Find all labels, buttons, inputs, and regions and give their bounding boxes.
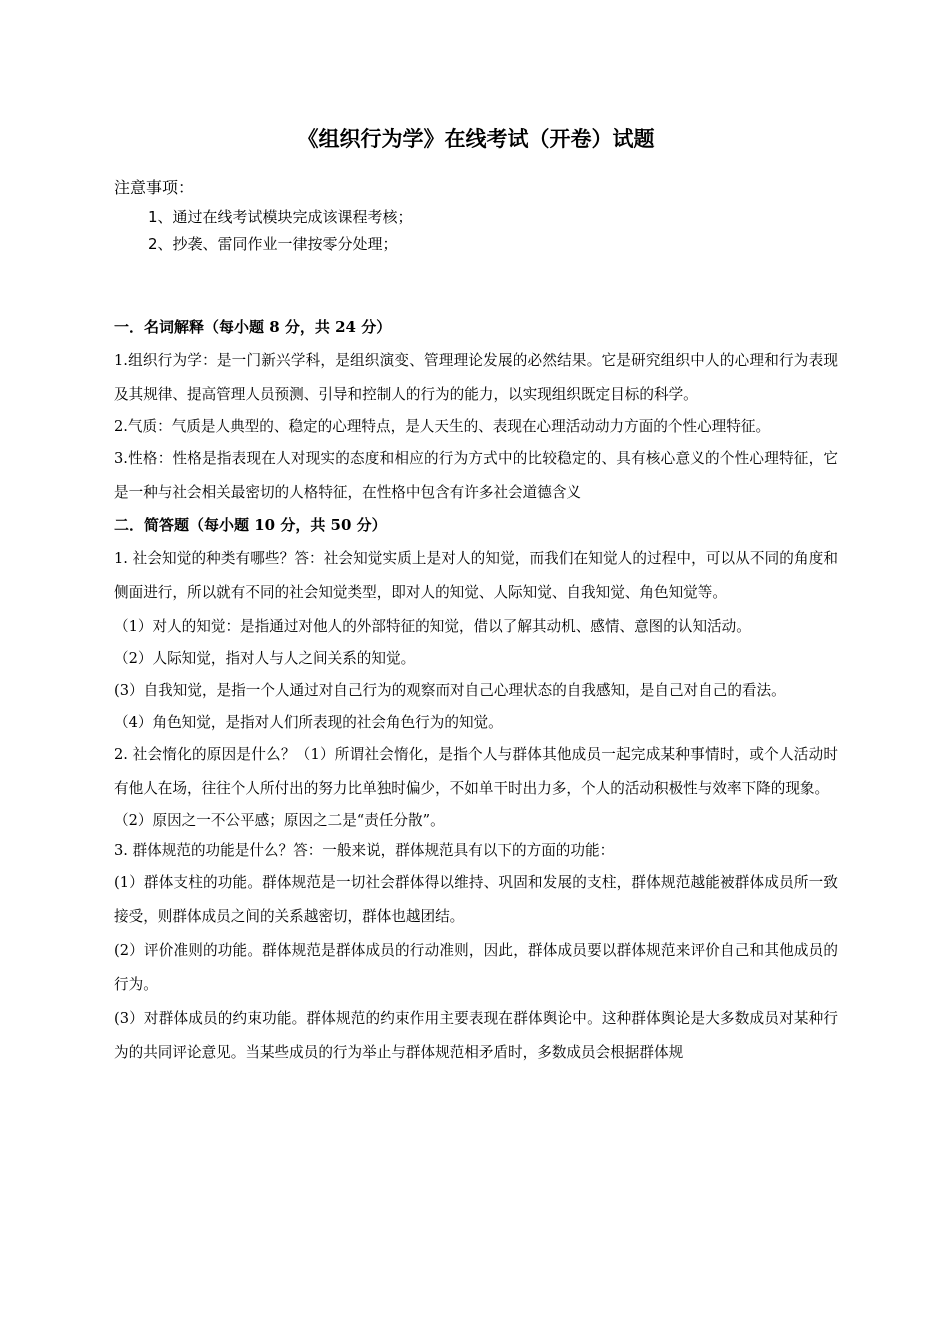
paragraph: （4）角色知觉，是指对人们所表现的社会角色行为的知觉。 [114,714,503,731]
paragraph: (3）自我知觉，是指一个人通过对自己行为的观察而对自己心理状态的自我感知，是自己对自己的看法。 [114,682,786,699]
paragraph: （2）原因之一不公平感；原因之二是“责任分散”。 [114,812,445,829]
paragraph: (1）群体支柱的功能。群体规范是一切社会群体得以维持、巩固和发展的支柱，群体规范越能被群体成员所一致接受，则群体成员之间的关系越密切，群体也越团结。 [114,874,838,925]
section-definitions [114,312,838,510]
notice-heading: 注意事项： [114,178,195,197]
paragraph: 3. 群体规范的功能是什么？答：一般来说，群体规范具有以下的方面的功能： [114,842,615,859]
paragraph: (2）评价准则的功能。群体规范是群体成员的行动准则，因此，群体成员要以群体规范来评价自己和其他成员的行为。 [114,942,838,993]
paragraph: 3.性格：性格是指表现在人对现实的态度和相应的行为方式中的比较稳定的、具有核心意义的个性心理特征，它是一种与社会相关最密切的人格特征，在性格中包含有许多社会道德含义 [114,450,838,501]
paragraph: （1）对人的知觉：是指通过对他人的外部特征的知觉，借以了解其动机、感情、意图的认知活动。 [114,618,751,635]
notice-block [114,176,838,258]
notice-item: 1、通过在线考试模块完成该课程考核； [148,208,413,226]
notice-item: 2、抄袭、雷同作业一律按零分处理； [148,235,398,253]
paragraph: （2）人际知觉，指对人与人之间关系的知觉。 [114,650,416,667]
paragraph: 2.气质：气质是人典型的、稳定的心理特点，是人天生的、表现在心理活动动力方面的个性心理特征。 [114,418,771,435]
section-short-answers [114,510,838,1070]
page-title: 《组织行为学》在线考试（开卷）试题 [297,127,655,151]
paragraph: 2. 社会惰化的原因是什么？（1）所谓社会惰化，是指个人与群体其他成员一起完成某种事情时，或个人活动时有他人在场，往往个人所付出的努力比单独时偏少，不如单干时出力多，个人的活动积极性与效率下降的现象。 [114,746,838,797]
section-heading: 一．名词解释（每小题 8 分，共 24 分） [114,318,392,336]
paragraph: (3）对群体成员的约束功能。群体规范的约束作用主要表现在群体舆论中。这种群体舆论是大多数成员对某种行为的共同评论意见。当某些成员的行为举止与群体规范相矛盾时，多数成员会根据群体规 [114,1010,838,1061]
paragraph: 1.组织行为学：是一门新兴学科，是组织演变、管理理论发展的必然结果。它是研究组织中人的心理和行为表现及其规律、提高管理人员预测、引导和控制人的行为的能力，以实现组织既定目标的科学。 [114,352,838,403]
section-heading: 二．简答题（每小题 10 分，共 50 分） [114,516,387,534]
paragraph: 1. 社会知觉的种类有哪些？答：社会知觉实质上是对人的知觉，而我们在知觉人的过程中，可以从不同的角度和侧面进行，所以就有不同的社会知觉类型，即对人的知觉、人际知觉、自我知觉、角色知觉等。 [114,550,838,601]
